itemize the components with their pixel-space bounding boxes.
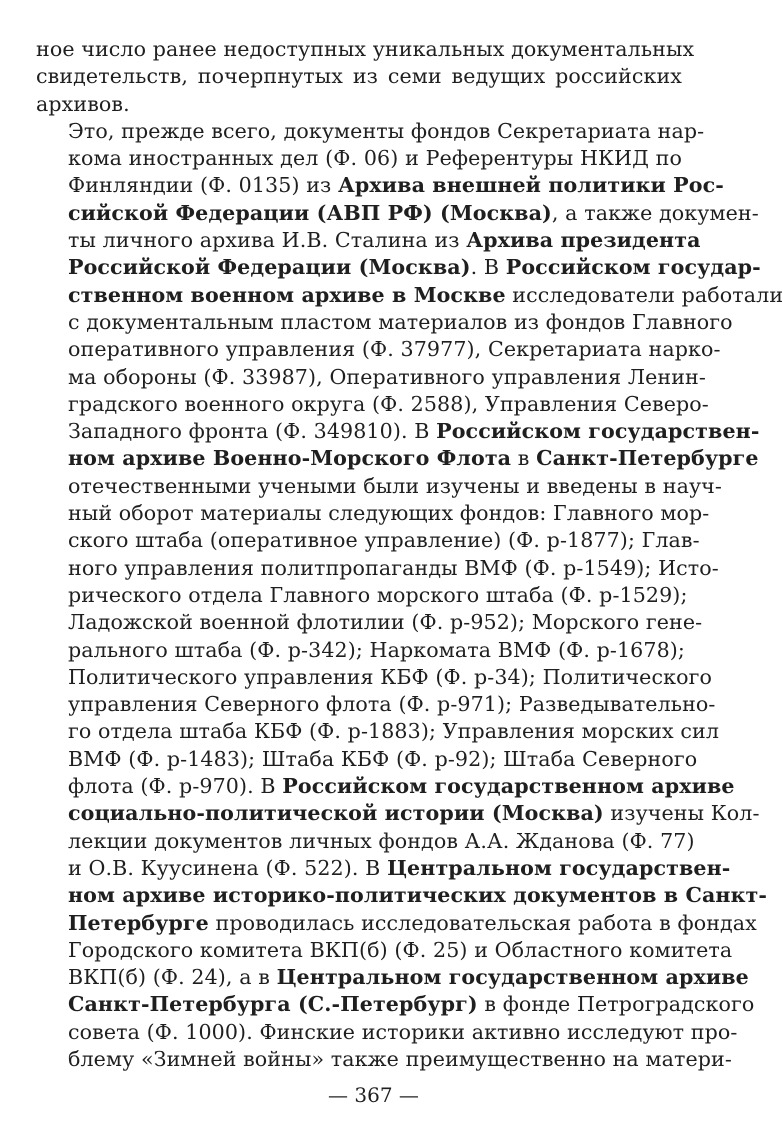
text-line bbox=[36, 364, 706, 391]
text-line bbox=[36, 637, 685, 664]
bold-text: ственном военном архиве в Москве bbox=[68, 282, 506, 307]
bold-text: Российском государ- bbox=[505, 255, 761, 280]
text-line bbox=[36, 691, 716, 718]
text-segment: Западного фронта (Ф. 349810). В bbox=[68, 419, 437, 444]
text-segment: градского военного округа (Ф. 2588), Управления Северо- bbox=[68, 391, 709, 416]
text-line: архивов. bbox=[36, 91, 130, 116]
text-line bbox=[36, 664, 712, 691]
text-segment: флота (Ф. р-970). В bbox=[68, 774, 283, 799]
bold-text: Российской Федерации (Москва) bbox=[68, 255, 471, 280]
bold-text: Санкт-Петербурга (С.-Петербург) bbox=[68, 992, 478, 1017]
text-segment: отечественными учеными были изучены и введены в науч- bbox=[68, 473, 722, 498]
text-line bbox=[36, 1046, 732, 1073]
text-segment: Политического управления КБФ (Ф. р-34); Политического bbox=[68, 664, 712, 689]
text-segment: ма обороны (Ф. 33987), Оперативного управления Ленин- bbox=[68, 364, 706, 389]
text-line bbox=[36, 991, 755, 1018]
text-segment: проводилась исследовательская работа в фондах bbox=[208, 910, 757, 935]
text-line bbox=[36, 473, 722, 500]
text-line bbox=[36, 718, 719, 745]
bold-text: ном архиве Военно-Морского Флота bbox=[68, 446, 512, 471]
text-line bbox=[36, 145, 682, 172]
text-line bbox=[36, 445, 759, 472]
text-line bbox=[36, 828, 695, 855]
bold-text: Центральном государствен- bbox=[387, 855, 731, 880]
text-segment: , а также докумен- bbox=[551, 200, 759, 225]
text-line bbox=[36, 609, 703, 636]
text-segment: в bbox=[511, 446, 537, 471]
bold-text: Центральном государственном архиве bbox=[276, 965, 749, 990]
text-segment: оперативного управления (Ф. 37977), Секретариата нарко- bbox=[68, 337, 721, 362]
text-line bbox=[36, 527, 700, 554]
text-line bbox=[36, 882, 768, 909]
text-segment: ского штаба (оперативное управление) (Ф. р-1877); Глав- bbox=[68, 528, 700, 553]
text-segment: управления Северного флота (Ф. р-971); Разведывательно- bbox=[68, 692, 716, 717]
bold-text: социально-политической истории (Москва) bbox=[68, 801, 604, 826]
bold-text: Российском государственном архиве bbox=[282, 774, 735, 799]
text-segment: ВМФ (Ф. р-1483); Штаба КБФ (Ф. р-92); Штаба Северного bbox=[68, 746, 698, 771]
text-segment: рального штаба (Ф. р-342); Наркомата ВМФ (Ф. р-1678); bbox=[68, 637, 685, 662]
text-segment: кома иностранных дел (Ф. 06) и Референтуры НКИД по bbox=[68, 146, 682, 171]
text-segment: го отдела штаба КБФ (Ф. р-1883); Управления морских сил bbox=[68, 719, 719, 744]
text-segment: Финляндии (Ф. 0135) из bbox=[68, 173, 339, 198]
bold-text: Петербурге bbox=[68, 910, 209, 935]
text-line: свидетельств, почерпнутых из семи ведущих российских bbox=[36, 64, 682, 89]
bold-text: сийской Федерации (АВП РФ) (Москва) bbox=[68, 200, 552, 225]
bold-text: ном архиве историко-политических документов в Санкт- bbox=[68, 883, 768, 908]
page-number: — 367 — bbox=[328, 1083, 419, 1107]
text-segment: блему «Зимней войны» также преимущественно на матери- bbox=[68, 1046, 732, 1071]
text-line bbox=[36, 418, 760, 445]
text-segment: с документальным пластом материалов из фондов Главного bbox=[68, 309, 733, 334]
text-segment: совета (Ф. 1000). Финские историки активно исследуют про- bbox=[68, 1019, 738, 1044]
text-segment: лекции документов личных фондов А.А. Жданова (Ф. 77) bbox=[68, 828, 695, 853]
text-line bbox=[36, 172, 724, 199]
bold-text: Архива внешней политики Рос- bbox=[338, 173, 724, 198]
text-segment: рического отдела Главного морского штаба (Ф. р-1529); bbox=[68, 582, 688, 607]
text-line bbox=[36, 555, 719, 582]
text-segment: Городского комитета ВКП(б) (Ф. 25) и Областного комитета bbox=[68, 937, 733, 962]
text-line bbox=[36, 282, 783, 309]
text-segment: Ладожской военной флотилии (Ф. р-952); Морского гене- bbox=[68, 610, 703, 635]
text-line bbox=[36, 500, 710, 527]
text-segment: ный оборот материалы следующих фондов: Главного мор- bbox=[68, 501, 710, 526]
text-line bbox=[36, 937, 733, 964]
text-line bbox=[36, 855, 731, 882]
text-segment: ного управления политпропаганды ВМФ (Ф. р-1549); Исто- bbox=[68, 555, 719, 580]
continuation-paragraph bbox=[36, 36, 695, 118]
text-segment: Это, прежде всего, документы фондов Секретариата нар- bbox=[68, 118, 705, 143]
text-line bbox=[36, 582, 688, 609]
text-line bbox=[36, 391, 709, 418]
text-segment: ВКП(б) (Ф. 24), а в bbox=[68, 965, 277, 990]
text-line bbox=[36, 746, 698, 773]
text-line bbox=[36, 1019, 738, 1046]
text-line bbox=[36, 227, 701, 254]
archives-paragraph bbox=[36, 118, 783, 1073]
text-line bbox=[36, 254, 761, 281]
text-segment: ты личного архива И.В. Сталина из bbox=[68, 228, 467, 253]
text-line bbox=[36, 910, 757, 937]
text-line: ное число ранее недоступных уникальных документальных bbox=[36, 37, 695, 61]
bold-text: Российском государствен- bbox=[436, 419, 760, 444]
text-line bbox=[36, 964, 749, 991]
text-segment: изучены Кол- bbox=[603, 801, 760, 826]
text-line bbox=[36, 309, 733, 336]
text-segment: в фонде Петроградского bbox=[477, 992, 755, 1017]
text-line bbox=[36, 118, 705, 145]
text-segment: исследователи работали bbox=[505, 282, 783, 307]
text-segment: и О.В. Куусинена (Ф. 522). В bbox=[68, 855, 388, 880]
text-segment: . В bbox=[470, 255, 506, 280]
text-line bbox=[36, 800, 760, 827]
text-line bbox=[36, 200, 759, 227]
bold-text: Архива президента bbox=[466, 228, 701, 253]
text-line bbox=[36, 773, 735, 800]
text-line bbox=[36, 336, 721, 363]
bold-text: Санкт-Петербурге bbox=[536, 446, 759, 471]
page-body bbox=[36, 36, 783, 1073]
